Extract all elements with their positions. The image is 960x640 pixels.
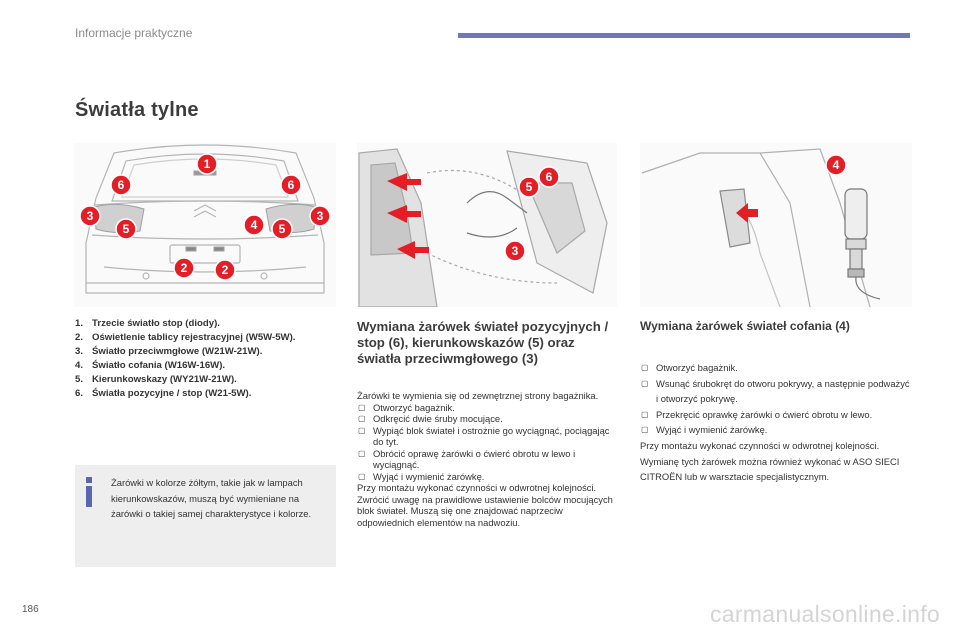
svg-text:4: 4 bbox=[250, 218, 258, 232]
header-accent-bar bbox=[458, 33, 910, 38]
svg-text:2: 2 bbox=[221, 263, 229, 277]
step-item: ▢ Wyjąć i wymienić żarówkę. bbox=[641, 424, 768, 436]
svg-text:4: 4 bbox=[832, 158, 840, 172]
step-item: ▢ Wypiąć blok świateł i ostrożnie go wyciągnąć, pociągając do tyt. bbox=[358, 424, 610, 447]
svg-text:1: 1 bbox=[203, 157, 211, 171]
page-number: 186 bbox=[22, 604, 39, 615]
watermark: carmanualsonline.info bbox=[709, 601, 940, 627]
svg-text:5: 5 bbox=[278, 222, 286, 236]
list-item: 1. Trzecie światło stop (diody). bbox=[75, 318, 220, 329]
section-body-reversing-lamps bbox=[640, 360, 910, 485]
light-unit-illustration bbox=[357, 143, 617, 307]
step-item: ▢ Otworzyć bagażnik. bbox=[358, 401, 455, 413]
section-body-tail-lights bbox=[357, 390, 622, 528]
intro-text: Żarówki te wymienia się od zewnętrznej strony bagażnika. bbox=[357, 390, 599, 401]
svg-text:5: 5 bbox=[525, 180, 533, 194]
svg-text:3: 3 bbox=[511, 244, 519, 258]
list-item: 3. Światło przeciwmgłowe (W21W-21W). bbox=[75, 346, 263, 357]
svg-text:3: 3 bbox=[86, 209, 94, 223]
svg-text:6: 6 bbox=[117, 178, 125, 192]
outro-text: Przy montażu wykonać czynności w odwrotnej kolejności. bbox=[640, 439, 880, 451]
outro-text: Wymianę tych żarówek można również wykonać w ASO SIECI CITROËN lub w warsztacie specjalistycznym. bbox=[640, 455, 900, 483]
info-box bbox=[75, 465, 336, 567]
list-item: 5. Kierunkowskazy (WY21W-21W). bbox=[75, 374, 237, 385]
list-item: 2. Oświetlenie tablicy rejestracyjnej (W5W-5W). bbox=[75, 332, 296, 343]
list-item: 6. Światła pozycyjne / stop (W21-5W). bbox=[75, 388, 252, 399]
section-title-reversing-lamps: Wymiana żarówek świateł cofania (4) bbox=[640, 319, 850, 333]
step-item: ▢ Przekręcić oprawkę żarówki o ćwierć obrotu w lewo. bbox=[641, 408, 873, 420]
info-text: Żarówki w kolorze żółtym, takie jak w lampach kierunkowskazów, muszą być wymieniane na żarówki o takiej samej charakterystyce i kolorze. bbox=[111, 477, 312, 519]
outro-text: Zwrócić uwagę na prawidłowe ustawienie bolców mocujących blok świateł. Muszą się one znajdować naprzeciw odpowiednich elementów na nadwoziu. bbox=[357, 493, 613, 528]
svg-text:3: 3 bbox=[316, 209, 324, 223]
step-item: ▢ Wyjąć i wymienić żarówkę. bbox=[358, 470, 485, 482]
svg-text:6: 6 bbox=[287, 178, 295, 192]
info-icon bbox=[83, 477, 95, 507]
svg-text:6: 6 bbox=[545, 170, 553, 184]
svg-text:2: 2 bbox=[180, 261, 188, 275]
section-title-tail-lights: Wymiana żarówek świateł pozycyjnych / stop (6), kierunkowskazów (5) oraz światła przeciwmgłowego (3) bbox=[357, 319, 609, 366]
reversing-lamp-illustration bbox=[640, 143, 912, 307]
svg-text:5: 5 bbox=[122, 222, 130, 236]
step-item: ▢ Obrócić oprawę żarówki o ćwierć obrotu w lewo i wyciągnąć. bbox=[358, 447, 576, 470]
step-item: ▢ Wsunąć śrubokręt do otworu pokrywy, a następnie podważyć i otworzyć pokrywę. bbox=[641, 377, 910, 405]
bulb-list bbox=[75, 318, 345, 402]
step-item: ▢ Odkręcić dwie śruby mocujące. bbox=[358, 413, 503, 424]
section-header: Informacje praktyczne bbox=[75, 26, 193, 40]
list-item: 4. Światło cofania (W16W-16W). bbox=[75, 360, 226, 371]
step-item: ▢ Otworzyć bagażnik. bbox=[641, 362, 738, 373]
outro-text: Przy montażu wykonać czynności w odwrotnej kolejności. bbox=[357, 482, 597, 493]
rear-car-illustration bbox=[74, 143, 336, 307]
page-title: Światła tylne bbox=[75, 99, 199, 121]
